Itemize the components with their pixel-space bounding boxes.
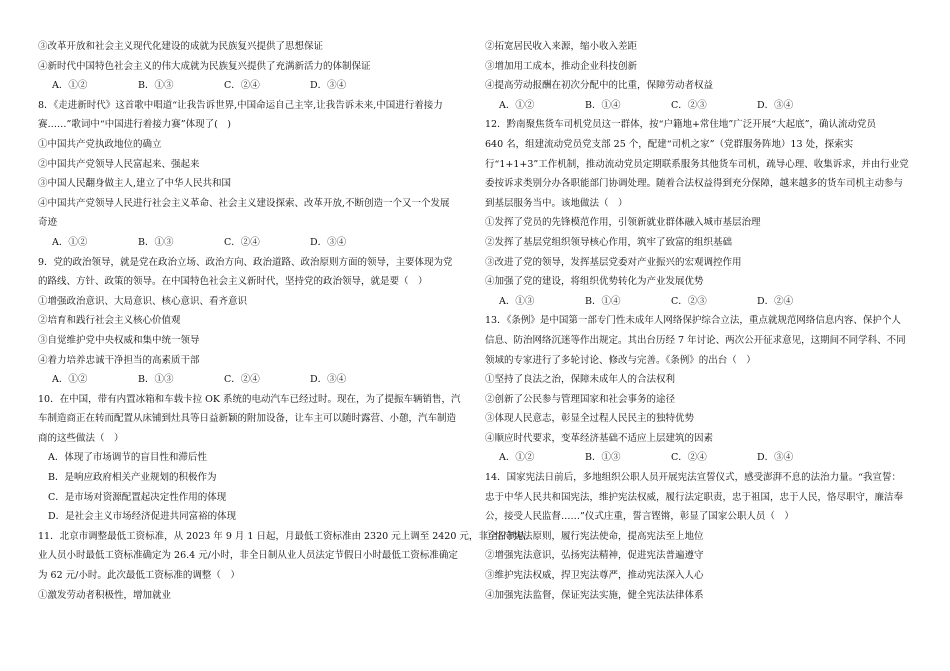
text-line: 为 62 元/小时。此次最低工资标准的调整（ ） [38, 570, 240, 582]
answer-option: C．②④ [671, 452, 707, 464]
text-line: ③维护宪法权威，捍卫宪法尊严，推动宪法深入人心 [485, 570, 704, 582]
text-line: ④顺应时代要求，变革经济基础不适应上层建筑的因素 [485, 432, 714, 444]
text-line: 12．黔南聚焦货车司机党员这一群体，按“户籍地+常住地”广泛开展“大起底”，确认流动党员 [485, 119, 876, 131]
text-line: ④加强宪法监督，保证宪法实施，健全宪法法律体系 [485, 589, 704, 601]
text-line: ①增强政治意识、大局意识、核心意识、看齐意识 [38, 295, 248, 307]
text-line: 行“1+1+3”工作机制，推动流动党员定期联系服务其他货车司机，疏导心理、收集诉求，并由行业党 [485, 158, 909, 170]
answer-option: D．②④ [757, 295, 794, 307]
answer-option: A．①③ [499, 295, 535, 307]
text-line: 领域的专家进行了多轮讨论、修改与完善。《条例》的出台（ ） [485, 354, 756, 366]
text-line: ④加强了党的建设，将组织优势转化为产业发展优势 [485, 276, 704, 288]
answer-option: C．②③ [671, 295, 707, 307]
text-line: ③增加用工成本，推动企业科技创新 [485, 60, 638, 72]
text-line: 奇迹 [38, 217, 58, 229]
text-line: 车制造商正在转而配置从床铺到灶具等日益新颖的附加设备，让车主可以随时露营、小憩，汽车制造 [38, 413, 457, 425]
text-line: ②拓宽居民收入来源，缩小收入差距 [485, 41, 638, 52]
text-line: ④着力培养忠诚干净担当的高素质干部 [38, 354, 200, 366]
text-line: ②发挥了基层党组织领导核心作用，筑牢了致富的组织基础 [485, 236, 733, 248]
text-line: ①激发劳动者积极性，增加就业 [38, 589, 172, 601]
option-line: C．是市场对资源配置起决定性作用的体现 [48, 491, 227, 503]
right-column [485, 37, 917, 605]
text-line: ②培育和践行社会主义核心价值观 [38, 315, 181, 327]
text-line: ②创新了公民参与管理国家和社会事务的途径 [485, 393, 676, 405]
text-line: 的路线、方针、政策的领导。在中国特色社会主义新时代，坚持党的政治领导，就是要（ ） [38, 276, 428, 288]
answer-option: B．①③ [138, 374, 174, 386]
text-line: 10．在中国，带有内置冰箱和车载卡拉 OK 系统的电动汽车已经过时。现在，为了提振车辆销售，汽 [38, 393, 461, 405]
text-line: 业人员小时最低工资标准确定为 26.4 元/小时，非全日制从业人员法定节假日小时最低工资标准确定 [38, 550, 458, 562]
text-line: ③改进了党的领导，发挥基层党委对产业振兴的宏观调控作用 [485, 256, 742, 268]
text-line: 640 名，组建流动党员党支部 25 个，配建“司机之家”（党群服务阵地）13 处，探索实 [485, 138, 854, 150]
answer-option: C．②③ [671, 99, 707, 111]
answer-option: B．①③ [138, 80, 174, 92]
option-line: A．体现了市场调节的盲目性和滞后性 [48, 452, 207, 464]
answer-option: D．③④ [757, 99, 794, 111]
answer-choices [485, 448, 917, 468]
answer-option: D．③④ [310, 236, 347, 248]
option-line: D．是社会主义市场经济促进共同富裕的体现 [48, 511, 237, 523]
text-line: ③中国人民翻身做主人,建立了中华人民共和国 [38, 178, 232, 190]
answer-option: D．③④ [757, 452, 794, 464]
text-line: ①中国共产党执政地位的确立 [38, 138, 162, 150]
answer-option: B．①③ [138, 236, 174, 248]
text-line: ②中国共产党领导人民富起来、强起来 [38, 158, 200, 170]
text-line: ②增强宪法意识，弘扬宪法精神，促进宪法普遍遵守 [485, 550, 704, 562]
text-line: 忠于中华人民共和国宪法，维护宪法权威，履行法定职责，忠于祖国，忠于人民，恪尽职守，廉洁奉 [485, 491, 904, 503]
text-line: 11．北京市调整最低工资标准，从 2023 年 9 月 1 日起，月最低工资标准由 2320 元上调至 2420 元，非全日制从 [38, 530, 526, 542]
text-line: ③改革开放和社会主义现代化建设的成就为民族复兴提供了思想保证 [38, 41, 324, 52]
answer-option: D．③④ [310, 374, 347, 386]
answer-option: B．①④ [585, 99, 621, 111]
answer-option: A．①② [52, 80, 88, 92]
text-line: 赛……”歌词中“中国进行着接力赛”体现了( ) [38, 119, 231, 131]
text-line: ③自觉维护党中央权威和集中统一领导 [38, 334, 200, 346]
text-line: ④提高劳动报酬在初次分配中的比重，保障劳动者权益 [485, 80, 714, 92]
answer-option: C．②④ [224, 236, 260, 248]
text-line: ③体现人民意志，彰显全过程人民民主的独特优势 [485, 413, 695, 425]
answer-option: C．②④ [224, 374, 260, 386]
text-line: ①恪守宪法原则，履行宪法使命，提高宪法至上地位 [485, 530, 704, 542]
answer-choices [38, 233, 470, 253]
answer-option: D．③④ [310, 80, 347, 92]
text-line: 商的这些做法（ ） [38, 432, 124, 444]
answer-option: B．①③ [585, 452, 621, 464]
text-line: 公，接受人民监督……”仪式庄重，誓言铿锵，彰显了国家公职人员（ ） [485, 511, 794, 523]
text-line: ①坚持了良法之治，保障未成年人的合法权利 [485, 374, 676, 386]
answer-option: A．①② [499, 452, 535, 464]
text-line: 委按诉求类别分办各职能部门协调处理。随着合法权益得到充分保障，越来越多的货车司机主动参与 [485, 178, 904, 190]
text-line: ①发挥了党员的先锋模范作用，引领新就业群体融入城市基层治理 [485, 217, 761, 229]
option-line: B．是响应政府相关产业规划的积极作为 [48, 472, 217, 484]
answer-option: A．①② [499, 99, 535, 111]
answer-option: A．①② [52, 236, 88, 248]
text-line: ④新时代中国特色社会主义的伟大成就为民族复兴提供了充满新活力的体制保证 [38, 60, 371, 72]
text-line: 14．国家宪法日前后，多地组织公职人员开展宪法宣誓仪式，感受澎湃不息的法治力量。“我宣誓： [485, 472, 901, 484]
answer-option: C．②④ [224, 80, 260, 92]
text-line: 13．《条例》是中国第一部专门性未成年人网络保护综合立法，重点就规范网络信息内容、保护个人 [485, 315, 901, 327]
answer-option: B．①④ [585, 295, 621, 307]
text-line: 到基层服务当中。该地做法（ ） [485, 197, 628, 209]
text-line: ④中国共产党领导人民进行社会主义革命、社会主义建设探索、改革开放,不断创造一个又一个发展 [38, 197, 450, 209]
answer-choices [38, 76, 470, 96]
answer-choices [485, 96, 917, 116]
text-line: 8．《走进新时代》这首歌中唱道“让我告诉世界,中国命运自己主宰,让我告诉未来,中国进行着接力 [38, 99, 443, 111]
answer-choices [485, 292, 917, 312]
answer-option: A．①② [52, 374, 88, 386]
text-line: 信息、防治网络沉迷等作出规定。其出台历经 7 年讨论、两次公开征求意见，这期间不同学科、不同 [485, 334, 906, 346]
text-line: 9．党的政治领导，就是党在政治立场、政治方向、政治道路、政治原则方面的领导，主要体现为党 [38, 256, 453, 268]
answer-choices [38, 370, 470, 390]
